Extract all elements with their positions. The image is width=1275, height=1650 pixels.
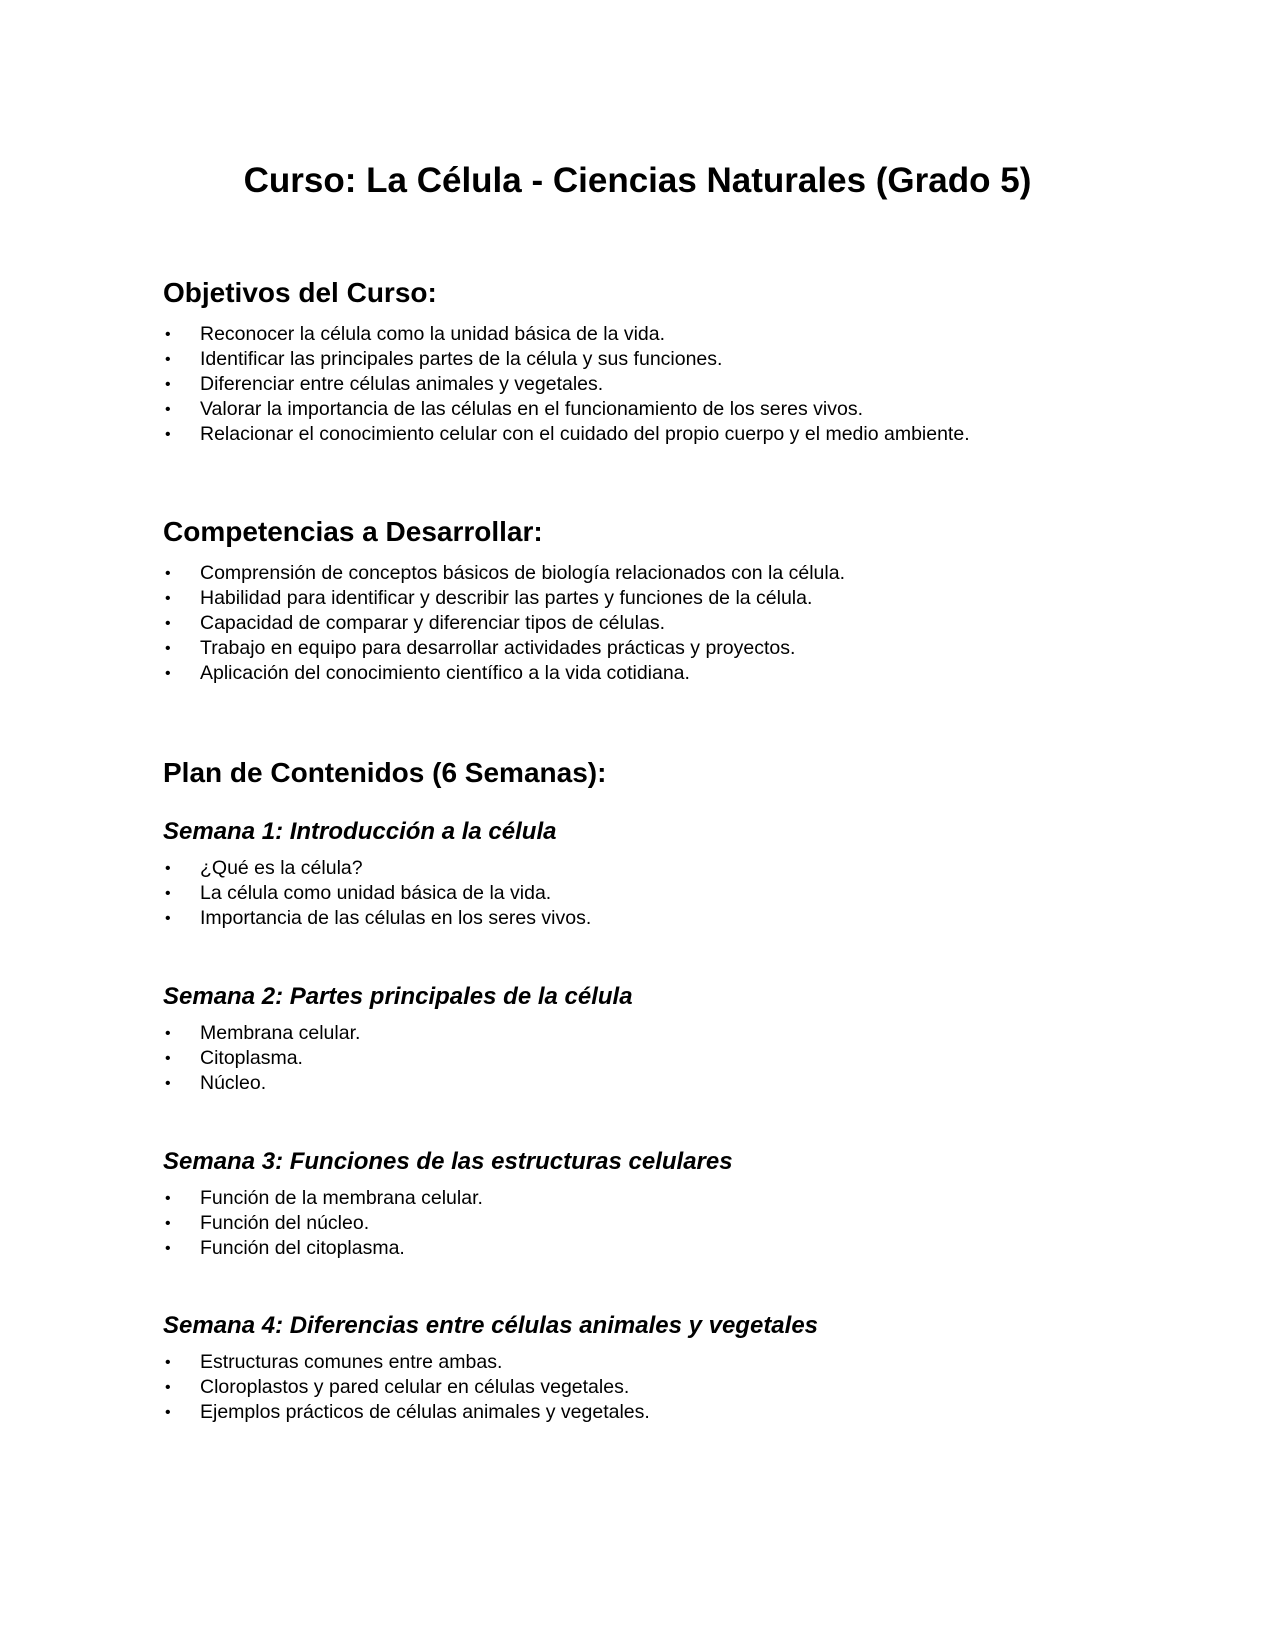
week-3-list bbox=[163, 1186, 1163, 1261]
bullet-icon: • bbox=[165, 665, 171, 682]
list-item: • Importancia de las células en los seres vivos. bbox=[165, 907, 592, 929]
week-1-section bbox=[163, 817, 1163, 931]
bullet-icon: • bbox=[165, 326, 171, 343]
list-item: • Estructuras comunes entre ambas. bbox=[165, 1351, 503, 1373]
list-item: • La célula como unidad básica de la vida. bbox=[165, 882, 552, 904]
week-1-heading: Semana 1: Introducción a la célula bbox=[163, 818, 557, 845]
bullet-icon: • bbox=[165, 860, 171, 877]
week-4-heading: Semana 4: Diferencias entre células animales y vegetales bbox=[163, 1312, 819, 1339]
list-item: • Diferenciar entre células animales y vegetales. bbox=[165, 373, 604, 395]
bullet-icon: • bbox=[165, 351, 171, 368]
competencies-section bbox=[163, 515, 1163, 686]
week-2-list bbox=[163, 1021, 1163, 1096]
week-4-section bbox=[163, 1311, 1163, 1425]
list-item: • Trabajo en equipo para desarrollar actividades prácticas y proyectos. bbox=[165, 637, 796, 659]
bullet-icon: • bbox=[165, 401, 171, 418]
objectives-heading: Objetivos del Curso: bbox=[163, 277, 437, 308]
bullet-icon: • bbox=[165, 1075, 171, 1092]
bullet-icon: • bbox=[165, 1050, 171, 1067]
list-item: • Núcleo. bbox=[165, 1072, 267, 1094]
bullet-icon: • bbox=[165, 565, 171, 582]
week-2-heading: Semana 2: Partes principales de la célula bbox=[163, 983, 633, 1010]
list-item: • Habilidad para identificar y describir las partes y funciones de la célula. bbox=[165, 587, 813, 609]
competencies-heading: Competencias a Desarrollar: bbox=[163, 516, 543, 547]
bullet-icon: • bbox=[165, 1404, 171, 1421]
objectives-section bbox=[163, 276, 1163, 447]
list-item: • Capacidad de comparar y diferenciar tipos de células. bbox=[165, 612, 666, 634]
list-item: • ¿Qué es la célula? bbox=[165, 857, 363, 879]
list-item: • Comprensión de conceptos básicos de biología relacionados con la célula. bbox=[165, 562, 845, 584]
list-item: • Función del núcleo. bbox=[165, 1212, 370, 1234]
bullet-icon: • bbox=[165, 376, 171, 393]
bullet-icon: • bbox=[165, 885, 171, 902]
bullet-icon: • bbox=[165, 1190, 171, 1207]
bullet-icon: • bbox=[165, 590, 171, 607]
page-title: Curso: La Célula - Ciencias Naturales (Grado 5) bbox=[243, 161, 1032, 200]
list-item: • Ejemplos prácticos de células animales y vegetales. bbox=[165, 1401, 650, 1423]
competencies-list bbox=[163, 561, 1163, 686]
bullet-icon: • bbox=[165, 1379, 171, 1396]
bullet-icon: • bbox=[165, 1215, 171, 1232]
objectives-list bbox=[163, 322, 1163, 447]
week-1-list bbox=[163, 856, 1163, 931]
list-item: • Función del citoplasma. bbox=[165, 1237, 405, 1259]
bullet-icon: • bbox=[165, 1354, 171, 1371]
list-item: • Relacionar el conocimiento celular con el cuidado del propio cuerpo y el medio ambiente. bbox=[165, 423, 970, 445]
plan-heading: Plan de Contenidos (6 Semanas): bbox=[163, 757, 607, 788]
list-item: • Membrana celular. bbox=[165, 1022, 361, 1044]
bullet-icon: • bbox=[165, 640, 171, 657]
list-item: • Citoplasma. bbox=[165, 1047, 303, 1069]
list-item: • Identificar las principales partes de la célula y sus funciones. bbox=[165, 348, 723, 370]
week-2-section bbox=[163, 982, 1163, 1096]
week-4-list bbox=[163, 1350, 1163, 1425]
bullet-icon: • bbox=[165, 426, 171, 443]
week-3-section bbox=[163, 1147, 1163, 1261]
list-item: • Aplicación del conocimiento científico a la vida cotidiana. bbox=[165, 662, 690, 684]
list-item: • Cloroplastos y pared celular en células vegetales. bbox=[165, 1376, 630, 1398]
bullet-icon: • bbox=[165, 615, 171, 632]
bullet-icon: • bbox=[165, 1025, 171, 1042]
bullet-icon: • bbox=[165, 910, 171, 927]
plan-section bbox=[163, 756, 1163, 790]
list-item: • Valorar la importancia de las células en el funcionamiento de los seres vivos. bbox=[165, 398, 863, 420]
list-item: • Función de la membrana celular. bbox=[165, 1187, 483, 1209]
week-3-heading: Semana 3: Funciones de las estructuras celulares bbox=[163, 1148, 733, 1175]
list-item: • Reconocer la célula como la unidad básica de la vida. bbox=[165, 323, 666, 345]
bullet-icon: • bbox=[165, 1240, 171, 1257]
